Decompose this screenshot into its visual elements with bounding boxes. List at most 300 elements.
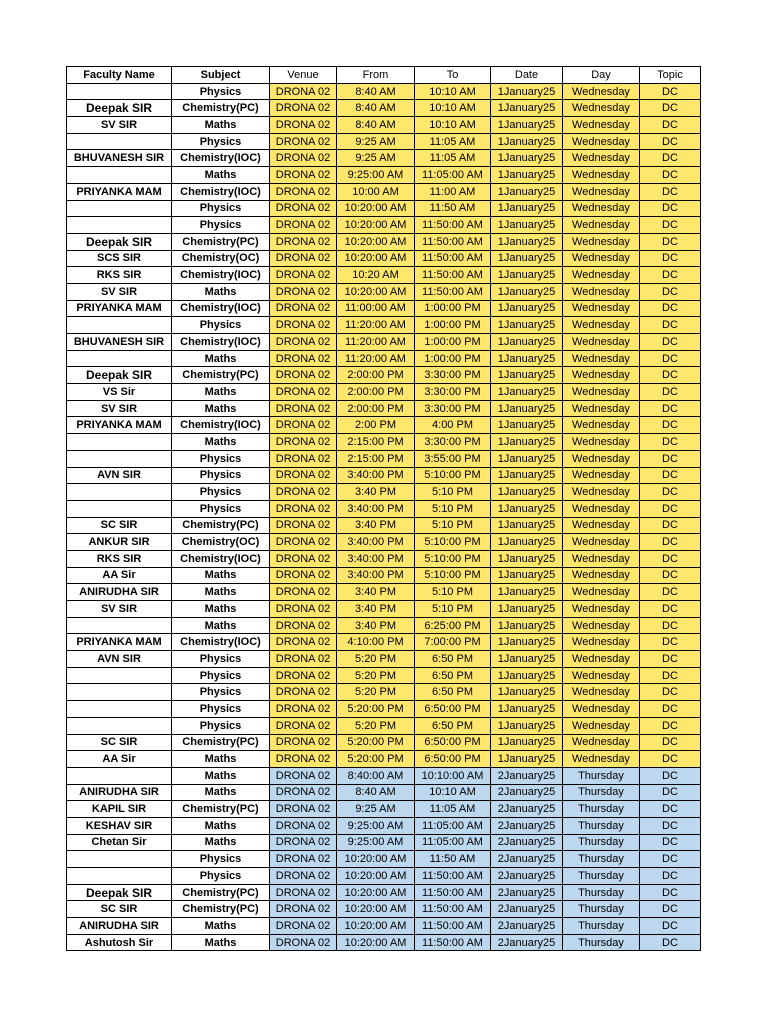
subject-cell: Chemistry(IOC) bbox=[172, 417, 270, 434]
subject-cell: Physics bbox=[172, 467, 270, 484]
topic-cell: DC bbox=[640, 834, 701, 851]
table-row bbox=[67, 250, 701, 267]
faculty-cell: SC SIR bbox=[67, 517, 172, 534]
date-cell: 1January25 bbox=[491, 550, 563, 567]
to-cell: 10:10 AM bbox=[415, 117, 491, 134]
topic-cell: DC bbox=[640, 517, 701, 534]
subject-cell: Physics bbox=[172, 684, 270, 701]
venue-cell: DRONA 02 bbox=[270, 300, 337, 317]
date-cell: 1January25 bbox=[491, 534, 563, 551]
subject-cell: Physics bbox=[172, 717, 270, 734]
venue-cell: DRONA 02 bbox=[270, 717, 337, 734]
to-cell: 6:50 PM bbox=[415, 684, 491, 701]
from-cell: 3:40:00 PM bbox=[337, 567, 415, 584]
faculty-cell: SV SIR bbox=[67, 117, 172, 134]
day-cell: Wednesday bbox=[563, 601, 640, 618]
venue-cell: DRONA 02 bbox=[270, 217, 337, 234]
date-cell: 1January25 bbox=[491, 684, 563, 701]
day-cell: Wednesday bbox=[563, 567, 640, 584]
faculty-cell: AA Sir bbox=[67, 567, 172, 584]
topic-cell: DC bbox=[640, 400, 701, 417]
topic-cell: DC bbox=[640, 500, 701, 517]
date-cell: 1January25 bbox=[491, 350, 563, 367]
venue-cell: DRONA 02 bbox=[270, 283, 337, 300]
venue-cell: DRONA 02 bbox=[270, 117, 337, 134]
day-cell: Wednesday bbox=[563, 150, 640, 167]
date-cell: 2January25 bbox=[491, 918, 563, 935]
from-cell: 3:40 PM bbox=[337, 484, 415, 501]
header-subject: Subject bbox=[172, 67, 270, 84]
from-cell: 8:40 AM bbox=[337, 100, 415, 117]
date-cell: 2January25 bbox=[491, 767, 563, 784]
faculty-cell: AVN SIR bbox=[67, 651, 172, 668]
venue-cell: DRONA 02 bbox=[270, 784, 337, 801]
from-cell: 2:15:00 PM bbox=[337, 450, 415, 467]
topic-cell: DC bbox=[640, 117, 701, 134]
date-cell: 1January25 bbox=[491, 217, 563, 234]
subject-cell: Physics bbox=[172, 200, 270, 217]
to-cell: 6:50 PM bbox=[415, 651, 491, 668]
date-cell: 1January25 bbox=[491, 417, 563, 434]
day-cell: Wednesday bbox=[563, 117, 640, 134]
table-row bbox=[67, 784, 701, 801]
venue-cell: DRONA 02 bbox=[270, 901, 337, 918]
day-cell: Thursday bbox=[563, 868, 640, 885]
day-cell: Wednesday bbox=[563, 717, 640, 734]
header-row bbox=[67, 67, 701, 84]
day-cell: Wednesday bbox=[563, 317, 640, 334]
from-cell: 10:00 AM bbox=[337, 183, 415, 200]
to-cell: 3:30:00 PM bbox=[415, 400, 491, 417]
subject-cell: Chemistry(IOC) bbox=[172, 183, 270, 200]
date-cell: 1January25 bbox=[491, 367, 563, 384]
day-cell: Thursday bbox=[563, 817, 640, 834]
faculty-cell: PRIYANKA MAM bbox=[67, 300, 172, 317]
topic-cell: DC bbox=[640, 817, 701, 834]
day-cell: Wednesday bbox=[563, 417, 640, 434]
topic-cell: DC bbox=[640, 634, 701, 651]
date-cell: 2January25 bbox=[491, 851, 563, 868]
from-cell: 9:25:00 AM bbox=[337, 167, 415, 184]
faculty-cell: KESHAV SIR bbox=[67, 817, 172, 834]
day-cell: Wednesday bbox=[563, 617, 640, 634]
from-cell: 5:20:00 PM bbox=[337, 701, 415, 718]
faculty-cell bbox=[67, 484, 172, 501]
day-cell: Wednesday bbox=[563, 283, 640, 300]
date-cell: 2January25 bbox=[491, 934, 563, 951]
date-cell: 1January25 bbox=[491, 167, 563, 184]
venue-cell: DRONA 02 bbox=[270, 834, 337, 851]
day-cell: Thursday bbox=[563, 851, 640, 868]
to-cell: 5:10 PM bbox=[415, 500, 491, 517]
topic-cell: DC bbox=[640, 183, 701, 200]
day-cell: Wednesday bbox=[563, 467, 640, 484]
topic-cell: DC bbox=[640, 851, 701, 868]
from-cell: 3:40:00 PM bbox=[337, 534, 415, 551]
from-cell: 5:20 PM bbox=[337, 651, 415, 668]
from-cell: 8:40 AM bbox=[337, 117, 415, 134]
subject-cell: Maths bbox=[172, 400, 270, 417]
subject-cell: Chemistry(PC) bbox=[172, 517, 270, 534]
day-cell: Wednesday bbox=[563, 250, 640, 267]
venue-cell: DRONA 02 bbox=[270, 667, 337, 684]
date-cell: 1January25 bbox=[491, 634, 563, 651]
subject-cell: Maths bbox=[172, 117, 270, 134]
to-cell: 5:10 PM bbox=[415, 584, 491, 601]
from-cell: 2:00 PM bbox=[337, 417, 415, 434]
topic-cell: DC bbox=[640, 484, 701, 501]
table-row bbox=[67, 767, 701, 784]
venue-cell: DRONA 02 bbox=[270, 584, 337, 601]
day-cell: Wednesday bbox=[563, 500, 640, 517]
table-row bbox=[67, 651, 701, 668]
subject-cell: Chemistry(IOC) bbox=[172, 634, 270, 651]
to-cell: 6:50:00 PM bbox=[415, 734, 491, 751]
from-cell: 10:20:00 AM bbox=[337, 918, 415, 935]
date-cell: 1January25 bbox=[491, 584, 563, 601]
table-row bbox=[67, 517, 701, 534]
to-cell: 6:50 PM bbox=[415, 717, 491, 734]
from-cell: 9:25:00 AM bbox=[337, 817, 415, 834]
venue-cell: DRONA 02 bbox=[270, 183, 337, 200]
subject-cell: Chemistry(IOC) bbox=[172, 150, 270, 167]
table-row bbox=[67, 817, 701, 834]
faculty-cell: SV SIR bbox=[67, 601, 172, 618]
date-cell: 1January25 bbox=[491, 283, 563, 300]
topic-cell: DC bbox=[640, 283, 701, 300]
topic-cell: DC bbox=[640, 667, 701, 684]
table-row bbox=[67, 584, 701, 601]
table-row bbox=[67, 534, 701, 551]
from-cell: 9:25 AM bbox=[337, 801, 415, 818]
faculty-cell: PRIYANKA MAM bbox=[67, 183, 172, 200]
table-row bbox=[67, 450, 701, 467]
faculty-cell: Deepak SIR bbox=[67, 367, 172, 384]
from-cell: 8:40:00 AM bbox=[337, 767, 415, 784]
date-cell: 1January25 bbox=[491, 183, 563, 200]
venue-cell: DRONA 02 bbox=[270, 868, 337, 885]
faculty-cell bbox=[67, 200, 172, 217]
venue-cell: DRONA 02 bbox=[270, 500, 337, 517]
from-cell: 3:40:00 PM bbox=[337, 550, 415, 567]
venue-cell: DRONA 02 bbox=[270, 801, 337, 818]
topic-cell: DC bbox=[640, 884, 701, 901]
from-cell: 2:15:00 PM bbox=[337, 434, 415, 451]
topic-cell: DC bbox=[640, 350, 701, 367]
subject-cell: Maths bbox=[172, 283, 270, 300]
faculty-cell: VS Sir bbox=[67, 384, 172, 401]
from-cell: 10:20:00 AM bbox=[337, 217, 415, 234]
date-cell: 1January25 bbox=[491, 751, 563, 768]
table-row bbox=[67, 751, 701, 768]
header-date: Date bbox=[491, 67, 563, 84]
faculty-cell: Ashutosh Sir bbox=[67, 934, 172, 951]
subject-cell: Physics bbox=[172, 133, 270, 150]
from-cell: 10:20:00 AM bbox=[337, 233, 415, 250]
date-cell: 1January25 bbox=[491, 601, 563, 618]
from-cell: 5:20 PM bbox=[337, 684, 415, 701]
faculty-cell bbox=[67, 684, 172, 701]
subject-cell: Maths bbox=[172, 434, 270, 451]
to-cell: 11:50:00 AM bbox=[415, 283, 491, 300]
to-cell: 11:00 AM bbox=[415, 183, 491, 200]
day-cell: Wednesday bbox=[563, 384, 640, 401]
date-cell: 1January25 bbox=[491, 500, 563, 517]
faculty-cell: RKS SIR bbox=[67, 267, 172, 284]
table-row bbox=[67, 400, 701, 417]
faculty-cell: KAPIL SIR bbox=[67, 801, 172, 818]
table-row bbox=[67, 567, 701, 584]
venue-cell: DRONA 02 bbox=[270, 550, 337, 567]
topic-cell: DC bbox=[640, 83, 701, 100]
faculty-cell: Chetan Sir bbox=[67, 834, 172, 851]
venue-cell: DRONA 02 bbox=[270, 534, 337, 551]
to-cell: 11:50:00 AM bbox=[415, 267, 491, 284]
topic-cell: DC bbox=[640, 901, 701, 918]
table-row bbox=[67, 684, 701, 701]
date-cell: 1January25 bbox=[491, 484, 563, 501]
topic-cell: DC bbox=[640, 751, 701, 768]
date-cell: 2January25 bbox=[491, 801, 563, 818]
day-cell: Thursday bbox=[563, 801, 640, 818]
topic-cell: DC bbox=[640, 167, 701, 184]
topic-cell: DC bbox=[640, 334, 701, 351]
subject-cell: Maths bbox=[172, 601, 270, 618]
date-cell: 2January25 bbox=[491, 817, 563, 834]
subject-cell: Maths bbox=[172, 167, 270, 184]
from-cell: 3:40 PM bbox=[337, 584, 415, 601]
date-cell: 1January25 bbox=[491, 701, 563, 718]
day-cell: Wednesday bbox=[563, 100, 640, 117]
table-row bbox=[67, 918, 701, 935]
from-cell: 8:40 AM bbox=[337, 83, 415, 100]
from-cell: 2:00:00 PM bbox=[337, 384, 415, 401]
to-cell: 11:05:00 AM bbox=[415, 167, 491, 184]
to-cell: 10:10:00 AM bbox=[415, 767, 491, 784]
day-cell: Wednesday bbox=[563, 484, 640, 501]
from-cell: 3:40 PM bbox=[337, 517, 415, 534]
venue-cell: DRONA 02 bbox=[270, 484, 337, 501]
to-cell: 11:50:00 AM bbox=[415, 918, 491, 935]
to-cell: 5:10:00 PM bbox=[415, 567, 491, 584]
topic-cell: DC bbox=[640, 150, 701, 167]
venue-cell: DRONA 02 bbox=[270, 167, 337, 184]
topic-cell: DC bbox=[640, 684, 701, 701]
date-cell: 1January25 bbox=[491, 617, 563, 634]
to-cell: 3:30:00 PM bbox=[415, 434, 491, 451]
venue-cell: DRONA 02 bbox=[270, 384, 337, 401]
from-cell: 10:20:00 AM bbox=[337, 250, 415, 267]
subject-cell: Maths bbox=[172, 918, 270, 935]
to-cell: 5:10 PM bbox=[415, 484, 491, 501]
from-cell: 10:20:00 AM bbox=[337, 283, 415, 300]
topic-cell: DC bbox=[640, 550, 701, 567]
to-cell: 11:50:00 AM bbox=[415, 217, 491, 234]
faculty-cell: Deepak SIR bbox=[67, 100, 172, 117]
venue-cell: DRONA 02 bbox=[270, 567, 337, 584]
from-cell: 9:25 AM bbox=[337, 150, 415, 167]
date-cell: 1January25 bbox=[491, 651, 563, 668]
topic-cell: DC bbox=[640, 534, 701, 551]
day-cell: Thursday bbox=[563, 901, 640, 918]
table-row bbox=[67, 500, 701, 517]
day-cell: Wednesday bbox=[563, 200, 640, 217]
topic-cell: DC bbox=[640, 567, 701, 584]
to-cell: 1:00:00 PM bbox=[415, 300, 491, 317]
to-cell: 5:10:00 PM bbox=[415, 534, 491, 551]
date-cell: 1January25 bbox=[491, 233, 563, 250]
day-cell: Wednesday bbox=[563, 734, 640, 751]
date-cell: 1January25 bbox=[491, 117, 563, 134]
faculty-cell bbox=[67, 617, 172, 634]
to-cell: 11:50 AM bbox=[415, 851, 491, 868]
subject-cell: Maths bbox=[172, 784, 270, 801]
date-cell: 1January25 bbox=[491, 717, 563, 734]
subject-cell: Chemistry(PC) bbox=[172, 734, 270, 751]
faculty-cell bbox=[67, 767, 172, 784]
to-cell: 11:50 AM bbox=[415, 200, 491, 217]
date-cell: 1January25 bbox=[491, 334, 563, 351]
venue-cell: DRONA 02 bbox=[270, 434, 337, 451]
from-cell: 2:00:00 PM bbox=[337, 400, 415, 417]
day-cell: Thursday bbox=[563, 934, 640, 951]
table-row bbox=[67, 267, 701, 284]
date-cell: 2January25 bbox=[491, 834, 563, 851]
topic-cell: DC bbox=[640, 233, 701, 250]
topic-cell: DC bbox=[640, 450, 701, 467]
faculty-cell bbox=[67, 434, 172, 451]
to-cell: 6:50:00 PM bbox=[415, 751, 491, 768]
table-row bbox=[67, 634, 701, 651]
venue-cell: DRONA 02 bbox=[270, 400, 337, 417]
subject-cell: Chemistry(PC) bbox=[172, 801, 270, 818]
header-faculty-name: Faculty Name bbox=[67, 67, 172, 84]
subject-cell: Maths bbox=[172, 934, 270, 951]
subject-cell: Physics bbox=[172, 83, 270, 100]
date-cell: 1January25 bbox=[491, 100, 563, 117]
to-cell: 3:30:00 PM bbox=[415, 384, 491, 401]
from-cell: 4:10:00 PM bbox=[337, 634, 415, 651]
date-cell: 2January25 bbox=[491, 868, 563, 885]
topic-cell: DC bbox=[640, 934, 701, 951]
faculty-cell: SV SIR bbox=[67, 400, 172, 417]
to-cell: 6:50 PM bbox=[415, 667, 491, 684]
date-cell: 2January25 bbox=[491, 784, 563, 801]
date-cell: 1January25 bbox=[491, 434, 563, 451]
to-cell: 10:10 AM bbox=[415, 83, 491, 100]
date-cell: 1January25 bbox=[491, 734, 563, 751]
date-cell: 1January25 bbox=[491, 150, 563, 167]
from-cell: 10:20 AM bbox=[337, 267, 415, 284]
venue-cell: DRONA 02 bbox=[270, 100, 337, 117]
venue-cell: DRONA 02 bbox=[270, 701, 337, 718]
day-cell: Wednesday bbox=[563, 217, 640, 234]
to-cell: 11:50:00 AM bbox=[415, 233, 491, 250]
day-cell: Wednesday bbox=[563, 550, 640, 567]
subject-cell: Maths bbox=[172, 617, 270, 634]
day-cell: Wednesday bbox=[563, 400, 640, 417]
faculty-cell: ANIRUDHA SIR bbox=[67, 584, 172, 601]
to-cell: 5:10:00 PM bbox=[415, 467, 491, 484]
from-cell: 3:40 PM bbox=[337, 601, 415, 618]
to-cell: 11:50:00 AM bbox=[415, 868, 491, 885]
to-cell: 11:05 AM bbox=[415, 133, 491, 150]
from-cell: 10:20:00 AM bbox=[337, 851, 415, 868]
faculty-cell bbox=[67, 500, 172, 517]
from-cell: 10:20:00 AM bbox=[337, 884, 415, 901]
table-row bbox=[67, 167, 701, 184]
faculty-cell bbox=[67, 350, 172, 367]
venue-cell: DRONA 02 bbox=[270, 233, 337, 250]
header-venue: Venue bbox=[270, 67, 337, 84]
subject-cell: Physics bbox=[172, 217, 270, 234]
table-row bbox=[67, 734, 701, 751]
from-cell: 9:25 AM bbox=[337, 133, 415, 150]
from-cell: 10:20:00 AM bbox=[337, 901, 415, 918]
topic-cell: DC bbox=[640, 434, 701, 451]
venue-cell: DRONA 02 bbox=[270, 317, 337, 334]
subject-cell: Chemistry(PC) bbox=[172, 367, 270, 384]
day-cell: Wednesday bbox=[563, 367, 640, 384]
header-topic: Topic bbox=[640, 67, 701, 84]
day-cell: Wednesday bbox=[563, 334, 640, 351]
table-row bbox=[67, 150, 701, 167]
from-cell: 9:25:00 AM bbox=[337, 834, 415, 851]
day-cell: Wednesday bbox=[563, 651, 640, 668]
to-cell: 11:05:00 AM bbox=[415, 834, 491, 851]
subject-cell: Chemistry(PC) bbox=[172, 901, 270, 918]
table-row bbox=[67, 801, 701, 818]
faculty-cell bbox=[67, 717, 172, 734]
from-cell: 3:40:00 PM bbox=[337, 467, 415, 484]
faculty-cell bbox=[67, 868, 172, 885]
date-cell: 2January25 bbox=[491, 884, 563, 901]
venue-cell: DRONA 02 bbox=[270, 450, 337, 467]
faculty-cell: SC SIR bbox=[67, 734, 172, 751]
subject-cell: Physics bbox=[172, 651, 270, 668]
from-cell: 10:20:00 AM bbox=[337, 868, 415, 885]
venue-cell: DRONA 02 bbox=[270, 918, 337, 935]
to-cell: 3:30:00 PM bbox=[415, 367, 491, 384]
to-cell: 1:00:00 PM bbox=[415, 334, 491, 351]
table-row bbox=[67, 283, 701, 300]
topic-cell: DC bbox=[640, 784, 701, 801]
day-cell: Thursday bbox=[563, 884, 640, 901]
subject-cell: Physics bbox=[172, 667, 270, 684]
day-cell: Thursday bbox=[563, 918, 640, 935]
venue-cell: DRONA 02 bbox=[270, 884, 337, 901]
faculty-cell: PRIYANKA MAM bbox=[67, 417, 172, 434]
table-row bbox=[67, 484, 701, 501]
subject-cell: Physics bbox=[172, 851, 270, 868]
venue-cell: DRONA 02 bbox=[270, 467, 337, 484]
topic-cell: DC bbox=[640, 100, 701, 117]
table-row bbox=[67, 884, 701, 901]
venue-cell: DRONA 02 bbox=[270, 634, 337, 651]
date-cell: 1January25 bbox=[491, 200, 563, 217]
topic-cell: DC bbox=[640, 200, 701, 217]
table-row bbox=[67, 200, 701, 217]
topic-cell: DC bbox=[640, 617, 701, 634]
to-cell: 11:50:00 AM bbox=[415, 934, 491, 951]
table-row bbox=[67, 334, 701, 351]
faculty-cell bbox=[67, 167, 172, 184]
subject-cell: Maths bbox=[172, 384, 270, 401]
topic-cell: DC bbox=[640, 868, 701, 885]
day-cell: Wednesday bbox=[563, 584, 640, 601]
subject-cell: Physics bbox=[172, 500, 270, 517]
day-cell: Wednesday bbox=[563, 450, 640, 467]
